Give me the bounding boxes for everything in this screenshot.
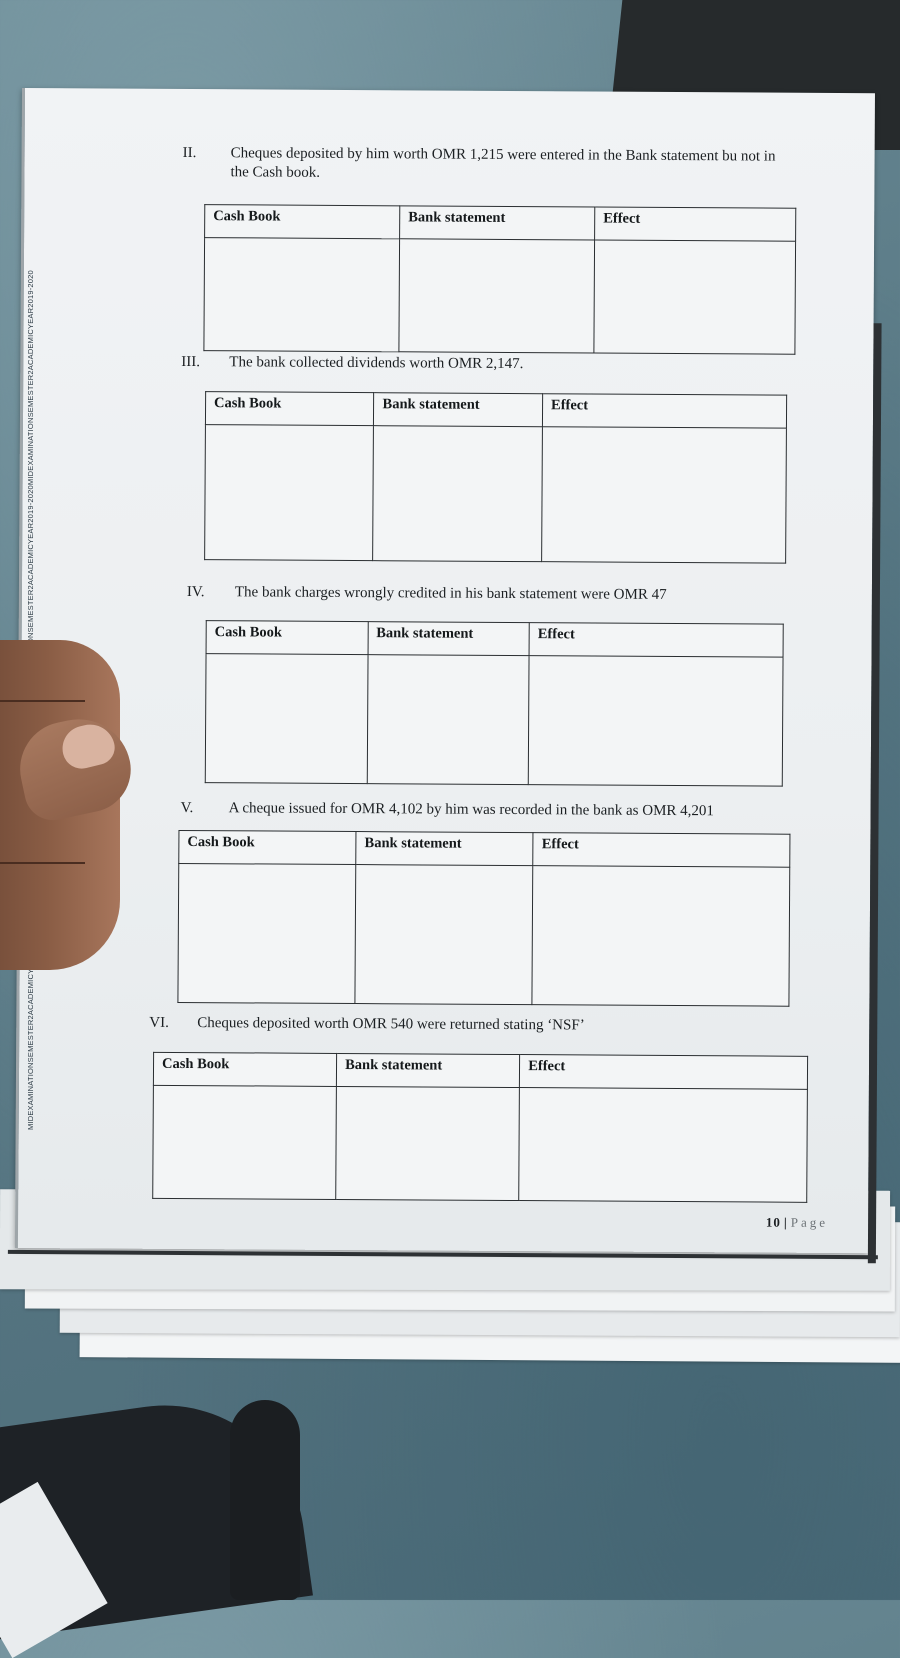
header-cash-book: Cash Book	[205, 205, 400, 239]
answer-cell-effect[interactable]	[519, 1088, 807, 1203]
question-text: Cheques deposited by him worth OMR 1,215 were entered in the Bank statement bu not in the Cash book.	[230, 145, 776, 181]
answer-table-6	[152, 1052, 808, 1203]
question-text: The bank charges wrongly credited in his bank statement were OMR 47	[234, 584, 667, 603]
header-cash-book: Cash Book	[206, 621, 368, 655]
header-effect: Effect	[529, 623, 783, 658]
side-watermark	[26, 130, 35, 1130]
answer-cell-bank-statement[interactable]	[336, 1086, 520, 1200]
header-bank-statement: Bank statement	[356, 832, 533, 866]
header-effect: Effect	[520, 1055, 808, 1090]
page-edge	[868, 323, 882, 1263]
question-text: A cheque issued for OMR 4,102 by him was recorded in the bank as OMR 4,201	[228, 800, 714, 820]
answer-cell-bank-statement[interactable]	[399, 239, 595, 353]
finger-crease	[0, 700, 85, 702]
page-number-separator: |	[783, 1214, 788, 1230]
header-effect: Effect	[542, 394, 786, 428]
question-number: VI.	[149, 1014, 169, 1031]
answer-table-2	[203, 204, 796, 355]
answer-cell-bank-statement[interactable]	[355, 865, 533, 1005]
answer-table-4	[205, 620, 784, 787]
answer-cell-effect[interactable]	[528, 656, 783, 787]
exam-page	[15, 88, 875, 1253]
finger-crease	[0, 862, 85, 864]
question-text: The bank collected dividends worth OMR 2,147.	[229, 354, 524, 373]
header-cash-book: Cash Book	[205, 392, 374, 426]
answer-cell-cash-book[interactable]	[153, 1085, 337, 1199]
answer-table-5	[177, 830, 790, 1007]
page-number	[766, 1215, 828, 1231]
header-cash-book: Cash Book	[179, 830, 356, 864]
header-effect: Effect	[533, 833, 790, 868]
header-bank-statement: Bank statement	[374, 393, 543, 427]
answer-cell-cash-book[interactable]	[178, 863, 356, 1003]
question-number: V.	[180, 799, 194, 817]
page-number-value: 10	[765, 1214, 781, 1230]
answer-table-3	[204, 391, 787, 564]
question-number: III.	[181, 353, 201, 371]
question-text: Cheques deposited worth OMR 540 were returned stating ‘NSF’	[197, 1015, 585, 1034]
question-number: II.	[182, 144, 197, 162]
header-bank-statement: Bank statement	[337, 1053, 520, 1087]
answer-cell-effect[interactable]	[532, 866, 789, 1007]
answer-cell-cash-book[interactable]	[205, 654, 367, 784]
header-effect: Effect	[595, 207, 796, 241]
answer-cell-bank-statement[interactable]	[373, 426, 542, 562]
chair-arm	[230, 1400, 300, 1600]
header-bank-statement: Bank statement	[368, 622, 530, 656]
answer-cell-cash-book[interactable]	[204, 238, 400, 352]
answer-cell-effect[interactable]	[594, 240, 796, 354]
answer-cell-cash-book[interactable]	[205, 425, 374, 561]
header-cash-book: Cash Book	[153, 1052, 336, 1086]
answer-cell-bank-statement[interactable]	[367, 655, 529, 785]
answer-cell-effect[interactable]	[542, 427, 787, 563]
question-number: IV.	[186, 584, 205, 601]
page-label: Page	[790, 1214, 829, 1230]
header-bank-statement: Bank statement	[400, 206, 595, 240]
